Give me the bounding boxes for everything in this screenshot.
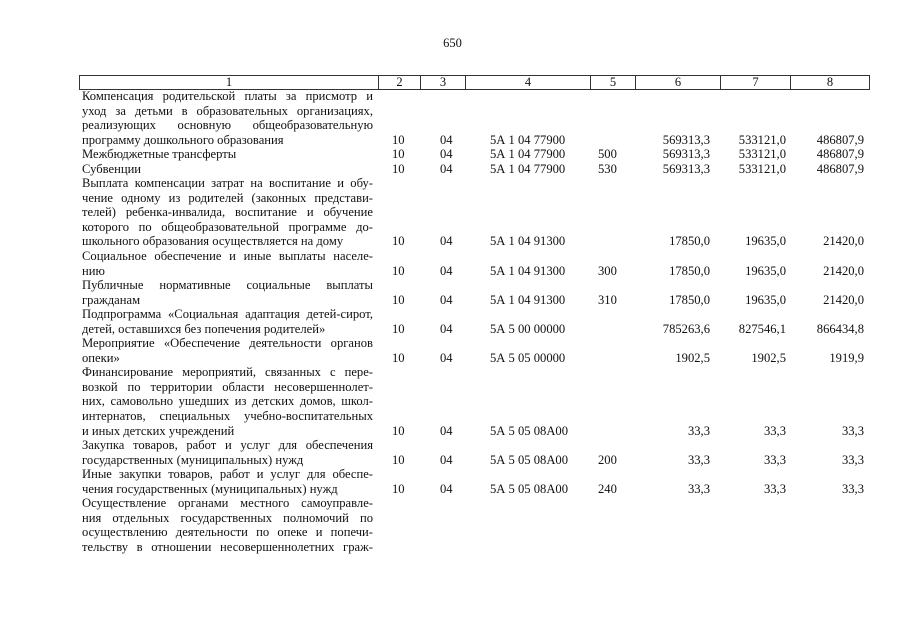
cell-col-7: 33,3 — [763, 423, 786, 438]
cell-col-7: 19635,0 — [745, 263, 786, 278]
cell-col-3: 04 — [440, 423, 453, 438]
description-line: нию — [82, 263, 105, 278]
table-row — [82, 278, 868, 307]
cell-col-2 — [392, 540, 422, 555]
table-row — [82, 336, 868, 365]
cell-col-2: 10 — [392, 452, 405, 467]
cell-col-5: 530 — [598, 161, 617, 176]
description-line: программу дошкольного образования — [82, 132, 284, 147]
cell-col-4: 5А 5 00 00000 — [490, 321, 566, 336]
row-description — [82, 162, 373, 177]
cell-col-3: 04 — [440, 263, 453, 278]
table-body — [82, 89, 868, 555]
description-line: детей, оставшихся без попечения родителей» — [82, 321, 326, 336]
description-line: гражданам — [82, 292, 141, 307]
cell-col-6: 17850,0 — [669, 234, 710, 249]
cell-col-3 — [440, 540, 470, 555]
cell-col-6: 569313,3 — [662, 132, 710, 147]
cell-col-5 — [598, 322, 638, 337]
cell-col-2: 10 — [392, 161, 405, 176]
cell-col-4: 5А 1 04 77900 — [490, 132, 566, 147]
cell-col-3: 04 — [440, 452, 453, 467]
description-line: чения государственных (муниципальных) нужд — [82, 481, 338, 496]
cell-col-8 — [786, 540, 864, 555]
cell-col-7: 19635,0 — [745, 292, 786, 307]
cell-col-4 — [490, 540, 600, 555]
cell-col-5: 200 — [598, 452, 617, 467]
cell-col-7 — [712, 540, 786, 555]
cell-col-2: 10 — [392, 481, 405, 496]
description-line: Иные закупки товаров, работ и услуг для обеспе- — [82, 467, 373, 482]
header-col-2: 2 — [378, 76, 420, 89]
cell-col-4: 5А 5 05 08А00 — [490, 481, 569, 496]
row-description — [82, 89, 373, 147]
cell-col-8: 486807,9 — [816, 147, 864, 162]
description-line: которого по общеобразовательной программе до- — [82, 219, 373, 234]
table-row — [82, 496, 868, 554]
cell-col-2: 10 — [392, 321, 405, 336]
description-line: Мероприятие «Обеспечение деятельности органов — [82, 336, 373, 351]
cell-col-2: 10 — [392, 234, 405, 249]
cell-col-2: 10 — [392, 292, 405, 307]
cell-col-8: 486807,9 — [816, 161, 864, 176]
cell-col-8: 1919,9 — [829, 350, 864, 365]
cell-col-6 — [642, 540, 710, 555]
cell-col-7: 533121,0 — [738, 161, 786, 176]
cell-col-6: 17850,0 — [669, 292, 710, 307]
description-line: Закупка товаров, работ и услуг для обеспечения — [82, 438, 373, 453]
cell-col-7: 533121,0 — [738, 147, 786, 162]
cell-col-5 — [598, 133, 638, 148]
cell-col-4: 5А 1 04 77900 — [490, 147, 566, 162]
description-line: Осуществление органами местного самоуправле- — [82, 496, 373, 511]
cell-col-4: 5А 5 05 00000 — [490, 350, 566, 365]
cell-col-3: 04 — [440, 481, 453, 496]
cell-col-2: 10 — [392, 147, 405, 162]
table-header-row — [79, 75, 870, 90]
row-description — [82, 336, 373, 365]
row-description — [82, 496, 373, 554]
description-line: опеки» — [82, 350, 120, 365]
cell-col-8: 33,3 — [841, 423, 864, 438]
cell-col-5 — [598, 234, 638, 249]
table-row — [82, 307, 868, 336]
description-line: Межбюджетные трансферты — [82, 147, 237, 162]
description-line: и иных детских учреждений — [82, 423, 235, 438]
cell-col-3: 04 — [440, 161, 453, 176]
cell-col-3: 04 — [440, 147, 453, 162]
header-col-8: 8 — [790, 76, 869, 89]
cell-col-6: 569313,3 — [662, 147, 710, 162]
cell-col-5 — [598, 351, 638, 366]
description-line: интернатов, специальных учебно-воспитательных — [82, 409, 373, 424]
cell-col-3: 04 — [440, 350, 453, 365]
cell-col-3: 04 — [440, 132, 453, 147]
cell-col-8: 21420,0 — [823, 263, 864, 278]
description-line: них, самовольно ушедших из детских домов, школ- — [82, 394, 373, 409]
header-col-6: 6 — [635, 76, 720, 89]
cell-col-6: 33,3 — [687, 423, 710, 438]
description-line: Финансирование мероприятий, связанных с пере- — [82, 365, 373, 380]
table-row — [82, 467, 868, 496]
description-line: Субвенции — [82, 161, 142, 176]
cell-col-6: 33,3 — [687, 452, 710, 467]
cell-col-4: 5А 5 05 08А00 — [490, 452, 569, 467]
header-col-4: 4 — [465, 76, 590, 89]
cell-col-7: 533121,0 — [738, 132, 786, 147]
cell-col-4: 5А 1 04 77900 — [490, 161, 566, 176]
description-line: школьного образования осуществляется на дому — [82, 234, 344, 249]
header-col-1: 1 — [225, 75, 233, 89]
description-line: государственных (муниципальных) нужд — [82, 452, 304, 467]
header-col-5: 5 — [590, 76, 635, 89]
row-description — [82, 467, 373, 496]
row-description — [82, 176, 373, 249]
description-line: телей) ребенка-инвалида, воспитание и обучение — [82, 205, 373, 220]
row-description — [82, 278, 373, 307]
cell-col-8: 21420,0 — [823, 292, 864, 307]
cell-col-6: 785263,6 — [662, 321, 710, 336]
description-line: Публичные нормативные социальные выплаты — [82, 278, 373, 293]
table-row — [82, 147, 868, 162]
cell-col-4: 5А 1 04 91300 — [490, 292, 566, 307]
cell-col-5: 240 — [598, 481, 617, 496]
row-description — [82, 307, 373, 336]
description-line: Социальное обеспечение и иные выплаты населе- — [82, 249, 373, 264]
cell-col-8: 486807,9 — [816, 132, 864, 147]
description-line: осуществлению деятельности по опеке и попечи- — [82, 525, 373, 540]
cell-col-7: 827546,1 — [738, 321, 786, 336]
row-description — [82, 365, 373, 438]
row-description — [82, 249, 373, 278]
cell-col-7: 1902,5 — [751, 350, 786, 365]
description-line: возкой по территории области несовершеннолет- — [82, 379, 373, 394]
table-row — [82, 438, 868, 467]
table-row — [82, 176, 868, 249]
page-number: 650 — [443, 36, 462, 50]
cell-col-5 — [598, 540, 638, 555]
cell-col-5: 310 — [598, 292, 617, 307]
description-line: реализующих основную общеобразовательную — [82, 118, 373, 133]
cell-col-7: 33,3 — [763, 481, 786, 496]
cell-col-8: 21420,0 — [823, 234, 864, 249]
header-col-3: 3 — [420, 76, 465, 89]
cell-col-4: 5А 5 05 08А00 — [490, 423, 569, 438]
description-line: Подпрограмма «Социальная адаптация детей-сирот, — [82, 307, 373, 322]
row-description — [82, 147, 373, 162]
cell-col-3: 04 — [440, 321, 453, 336]
cell-col-4: 5А 1 04 91300 — [490, 263, 566, 278]
row-description — [82, 438, 373, 467]
description-line: тельству в отношении несовершеннолетних граж- — [82, 539, 373, 554]
description-line: Выплата компенсации затрат на воспитание и обу- — [82, 176, 373, 191]
cell-col-8: 866434,8 — [816, 321, 864, 336]
cell-col-2: 10 — [392, 350, 405, 365]
cell-col-6: 1902,5 — [675, 350, 710, 365]
description-line: чение одному из родителей (законных представи- — [82, 190, 373, 205]
cell-col-7: 19635,0 — [745, 234, 786, 249]
description-line: ния отдельных государственных полномочий по — [82, 510, 373, 525]
cell-col-6: 17850,0 — [669, 263, 710, 278]
table-row — [82, 89, 868, 147]
description-line: Компенсация родительской платы за присмотр и — [82, 89, 373, 103]
description-line: уход за детьми в образовательных организациях, — [82, 103, 373, 118]
table-row — [82, 162, 868, 177]
cell-col-3: 04 — [440, 292, 453, 307]
cell-col-5: 500 — [598, 147, 617, 162]
cell-col-3: 04 — [440, 234, 453, 249]
cell-col-4: 5А 1 04 91300 — [490, 234, 566, 249]
cell-col-2: 10 — [392, 423, 405, 438]
cell-col-5 — [598, 424, 638, 439]
cell-col-6: 33,3 — [687, 481, 710, 496]
cell-col-2: 10 — [392, 132, 405, 147]
cell-col-6: 569313,3 — [662, 161, 710, 176]
cell-col-5: 300 — [598, 263, 617, 278]
cell-col-8: 33,3 — [841, 481, 864, 496]
cell-col-7: 33,3 — [763, 452, 786, 467]
table-row — [82, 365, 868, 438]
header-col-7: 7 — [720, 76, 790, 89]
cell-col-2: 10 — [392, 263, 405, 278]
cell-col-8: 33,3 — [841, 452, 864, 467]
table-row — [82, 249, 868, 278]
